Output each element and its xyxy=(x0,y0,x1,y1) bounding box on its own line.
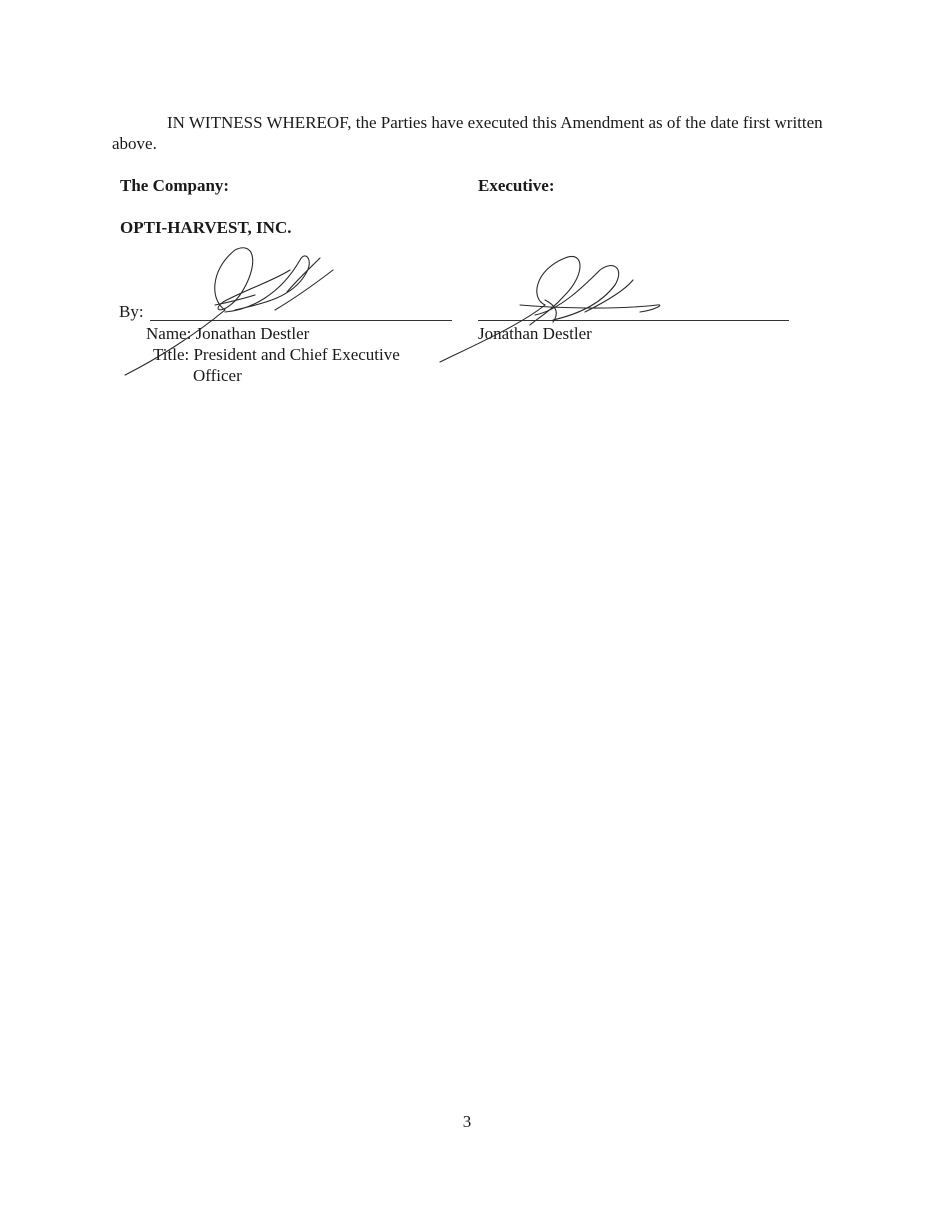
executive-signatory-name: Jonathan Destler xyxy=(478,324,592,343)
company-name: OPTI-HARVEST, INC. xyxy=(120,218,292,237)
executive-heading: Executive: xyxy=(478,176,555,195)
company-heading: The Company: xyxy=(120,176,230,195)
executive-signature-icon xyxy=(435,250,675,370)
company-signatory-name: Name: Jonathan Destler xyxy=(146,324,310,343)
by-label: By: xyxy=(119,302,144,321)
company-signatory-title-cont: Officer xyxy=(193,366,242,385)
page-number: 3 xyxy=(462,1112,472,1131)
company-signatory-title: Title: President and Chief Executive xyxy=(153,345,400,364)
company-signature-icon xyxy=(115,240,345,380)
witness-paragraph: IN WITNESS WHEREOF, the Parties have executed this Amendment as of the date first written above. xyxy=(112,113,823,153)
